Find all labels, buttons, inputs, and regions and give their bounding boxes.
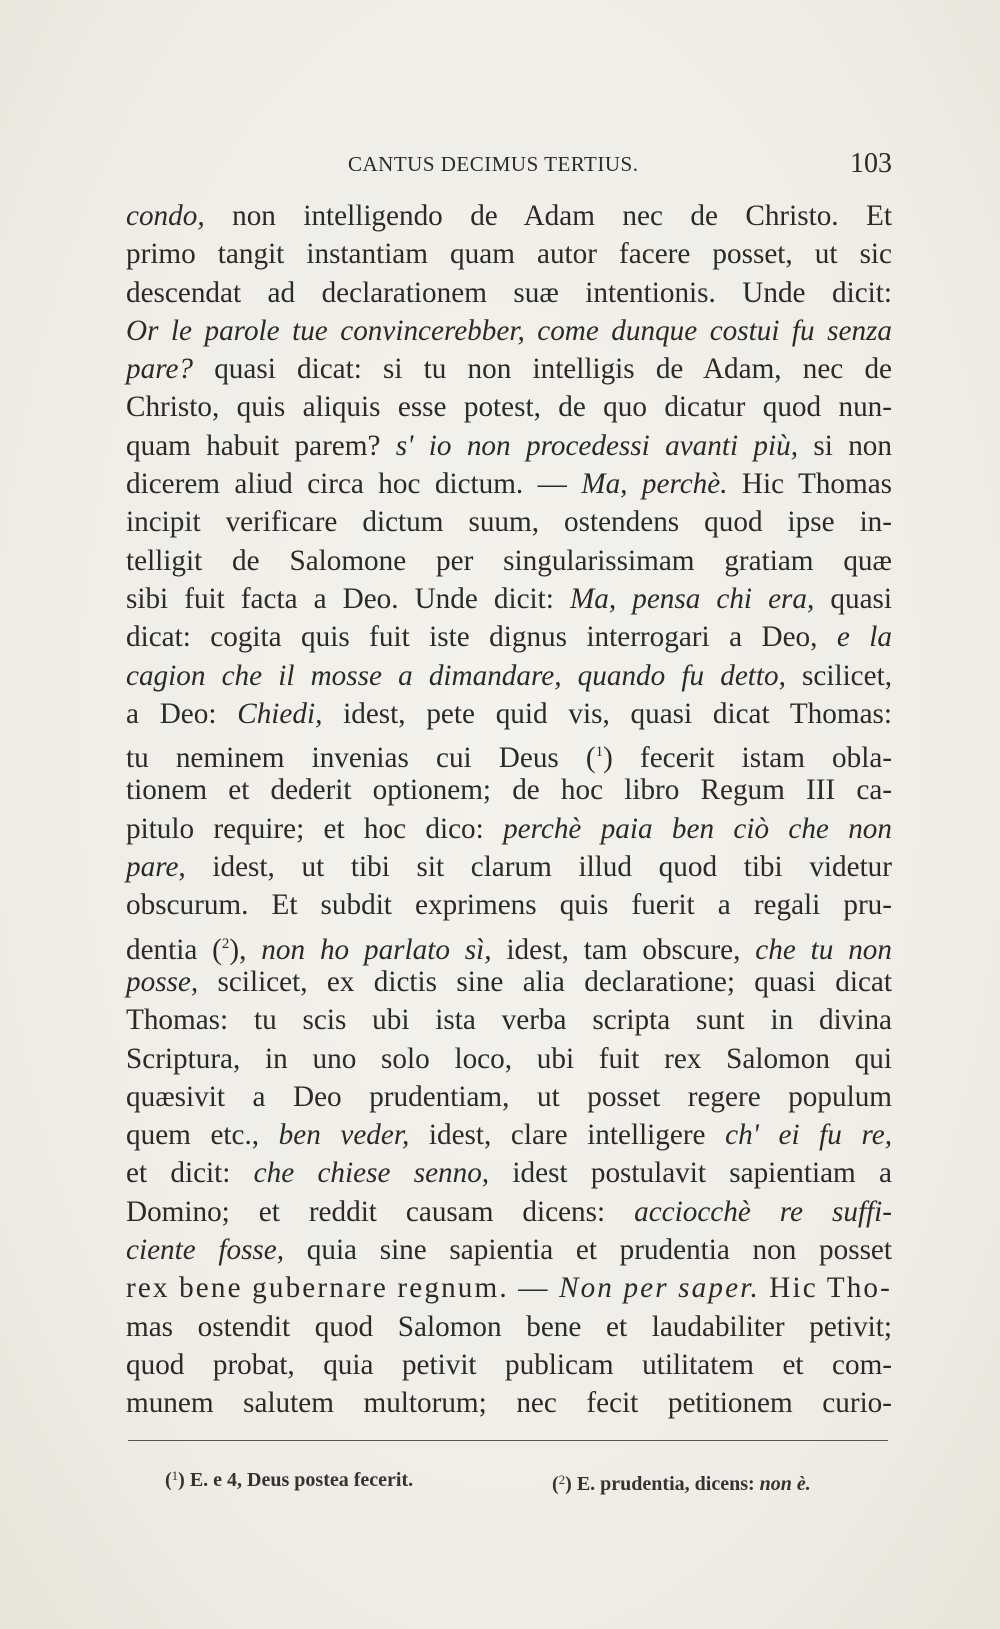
text-run: scilicet, ex dictis sine alia declaratione; quasi dicat xyxy=(198,965,892,998)
footnote-1-text: E. e 4, Deus postea fecerit. xyxy=(189,1469,414,1491)
text-run: rex bene gubernare regnum. — xyxy=(126,1272,559,1305)
text-run: quasi xyxy=(814,582,892,615)
text-run: descendat ad declarationem suæ intentionis. Unde dicit: xyxy=(126,276,892,309)
text-run: Thomas: tu scis ubi ista verba scripta sunt in divina xyxy=(126,1004,892,1037)
text-run: quia sine sapientia et prudentia non posset xyxy=(284,1234,892,1267)
italic-quotation: perchè paia ben ciò che non xyxy=(503,812,892,845)
text-line xyxy=(126,1040,892,1078)
italic-quotation: posse, xyxy=(126,965,199,998)
italic-quotation: che chiese senno, xyxy=(253,1157,490,1190)
text-run: telligit de Salomone per singularissimam gratiam quæ xyxy=(126,544,892,577)
text-line xyxy=(126,618,892,656)
body-text xyxy=(126,197,892,1423)
footnote-reference: 2 xyxy=(221,935,230,952)
italic-quotation: Non per saper. xyxy=(558,1272,760,1305)
text-run: Scriptura, in uno solo loco, ubi fuit rex Salomon qui xyxy=(126,1042,892,1075)
text-run: tu neminem invenias cui Deus ( xyxy=(126,742,596,775)
footnote-2-text: E. prudentia, dicens: xyxy=(576,1473,760,1495)
text-run: idest, clare intelligere xyxy=(409,1119,726,1152)
running-title: CANTUS DECIMUS TERTIUS. xyxy=(348,152,639,176)
text-line xyxy=(126,1154,892,1192)
text-line xyxy=(126,848,892,886)
text-run: scilicet, xyxy=(785,659,892,692)
text-line xyxy=(126,1001,892,1039)
italic-quotation: che tu non xyxy=(755,933,892,966)
italic-quotation: ben veder, xyxy=(278,1119,410,1152)
text-line xyxy=(126,695,892,733)
text-line xyxy=(126,886,892,924)
italic-quotation: acciocchè re suffi- xyxy=(634,1195,892,1228)
italic-quotation: s' io non procedessi avanti più, xyxy=(395,429,799,462)
text-line xyxy=(126,197,892,235)
text-line xyxy=(126,1193,892,1231)
text-line xyxy=(126,350,892,388)
text-line xyxy=(126,235,892,273)
text-line xyxy=(126,810,892,848)
text-run: quasi dicat: si tu non intelligis de Adam, nec de xyxy=(193,353,892,386)
text-run: et dicit: xyxy=(126,1157,254,1190)
text-run: Domino; et reddit causam dicens: xyxy=(126,1195,635,1228)
text-run: dicat: cogita quis fuit iste dignus interrogari a Deo, xyxy=(126,621,837,654)
text-line xyxy=(126,503,892,541)
text-run: idest, tam obscure, xyxy=(491,933,756,966)
text-run: dentia ( xyxy=(126,933,222,966)
italic-quotation: ciente fosse, xyxy=(126,1234,285,1267)
text-line xyxy=(126,542,892,580)
italic-quotation: Ma, pensa chi era, xyxy=(569,582,815,615)
italic-quotation: non ho parlato sì, xyxy=(261,933,492,966)
text-run: Christo, quis aliquis esse potest, de quo dicatur quod nun- xyxy=(126,391,892,424)
text-line xyxy=(126,925,892,966)
footnote-1: ($^1$) E. e 4, Deus postea fecerit. xyxy=(165,1468,414,1491)
italic-quotation: pare, xyxy=(126,851,186,884)
footnote-reference: 1 xyxy=(595,744,604,761)
footnote-2-text-italic: non è. xyxy=(759,1473,811,1495)
text-line xyxy=(126,580,892,618)
text-run: mas ostendit quod Salomon bene et laudabiliter petivit; xyxy=(126,1310,892,1343)
text-run: munem salutem multorum; nec fecit petitionem curio- xyxy=(126,1387,892,1420)
footnote-rule xyxy=(128,1440,888,1441)
text-run: quem etc., xyxy=(126,1119,279,1152)
text-run: primo tangit instantiam quam autor facere posset, ut sic xyxy=(126,238,892,271)
italic-quotation: condo, xyxy=(126,200,205,232)
text-line xyxy=(126,771,892,809)
text-line xyxy=(126,1116,892,1154)
text-run: si non xyxy=(798,429,892,462)
text-run: ) fecerit istam obla- xyxy=(603,742,892,775)
text-line xyxy=(126,1308,892,1346)
text-run: pitulo require; et hoc dico: xyxy=(126,812,504,845)
page-number: 103 xyxy=(850,148,892,179)
text-run: quod probat, quia petivit publicam utilitatem et com- xyxy=(126,1348,892,1381)
italic-quotation: Or le parole tue convincerebber, come dunque costui fu senza xyxy=(126,314,892,347)
text-line xyxy=(126,465,892,503)
italic-quotation: e la xyxy=(836,621,892,654)
text-run: ), xyxy=(229,933,262,966)
text-run: tionem et dederit optionem; de hoc libro Regum III ca- xyxy=(126,774,892,807)
italic-quotation: pare? xyxy=(126,353,194,386)
page-header xyxy=(126,148,892,188)
text-run: dicerem aliud circa hoc dictum. — xyxy=(126,468,582,501)
text-run: Hic Thomas xyxy=(727,468,893,501)
text-run: non intelligendo de Adam nec de Christo. Et xyxy=(204,200,892,232)
text-run: incipit verificare dictum suum, ostendens quod ipse in- xyxy=(126,506,892,539)
text-run: idest, ut tibi sit clarum illud quod tibi videtur xyxy=(185,851,892,884)
text-line xyxy=(126,427,892,465)
italic-quotation: ch' ei fu re, xyxy=(725,1119,892,1152)
text-line xyxy=(126,733,892,775)
text-line xyxy=(126,1231,892,1269)
text-line xyxy=(126,388,892,426)
text-run: quam habuit parem? xyxy=(126,429,396,462)
text-line xyxy=(126,963,892,1001)
text-run: idest, pete quid vis, quasi dicat Thomas: xyxy=(322,697,892,730)
text-run: Hic Tho- xyxy=(759,1272,892,1305)
italic-quotation: cagion che il mosse a dimandare, quando fu detto, xyxy=(126,659,786,692)
text-run: a Deo: xyxy=(126,697,238,730)
footnotes xyxy=(165,1460,885,1494)
text-run: idest postulavit sapientiam a xyxy=(489,1157,892,1190)
text-line xyxy=(126,1346,892,1384)
text-line xyxy=(126,312,892,350)
footnote-2-mark: 2 xyxy=(558,1472,566,1487)
text-line xyxy=(126,1078,892,1116)
text-line xyxy=(126,274,892,312)
text-run: quæsivit a Deo prudentiam, ut posset regere populum xyxy=(126,1080,892,1113)
text-run: obscurum. Et subdit exprimens quis fuerit a regali pru- xyxy=(126,889,892,922)
footnote-1-mark: 1 xyxy=(171,1468,179,1483)
text-run: sibi fuit facta a Deo. Unde dicit: xyxy=(126,582,570,615)
text-line xyxy=(126,657,892,695)
italic-quotation: Ma, perchè. xyxy=(581,468,728,501)
footnote-2: ($^2$) E. prudentia, dicens: non è. xyxy=(552,1472,811,1495)
italic-quotation: Chiedi, xyxy=(237,697,323,730)
text-line xyxy=(126,1384,892,1422)
text-line xyxy=(126,1269,892,1307)
